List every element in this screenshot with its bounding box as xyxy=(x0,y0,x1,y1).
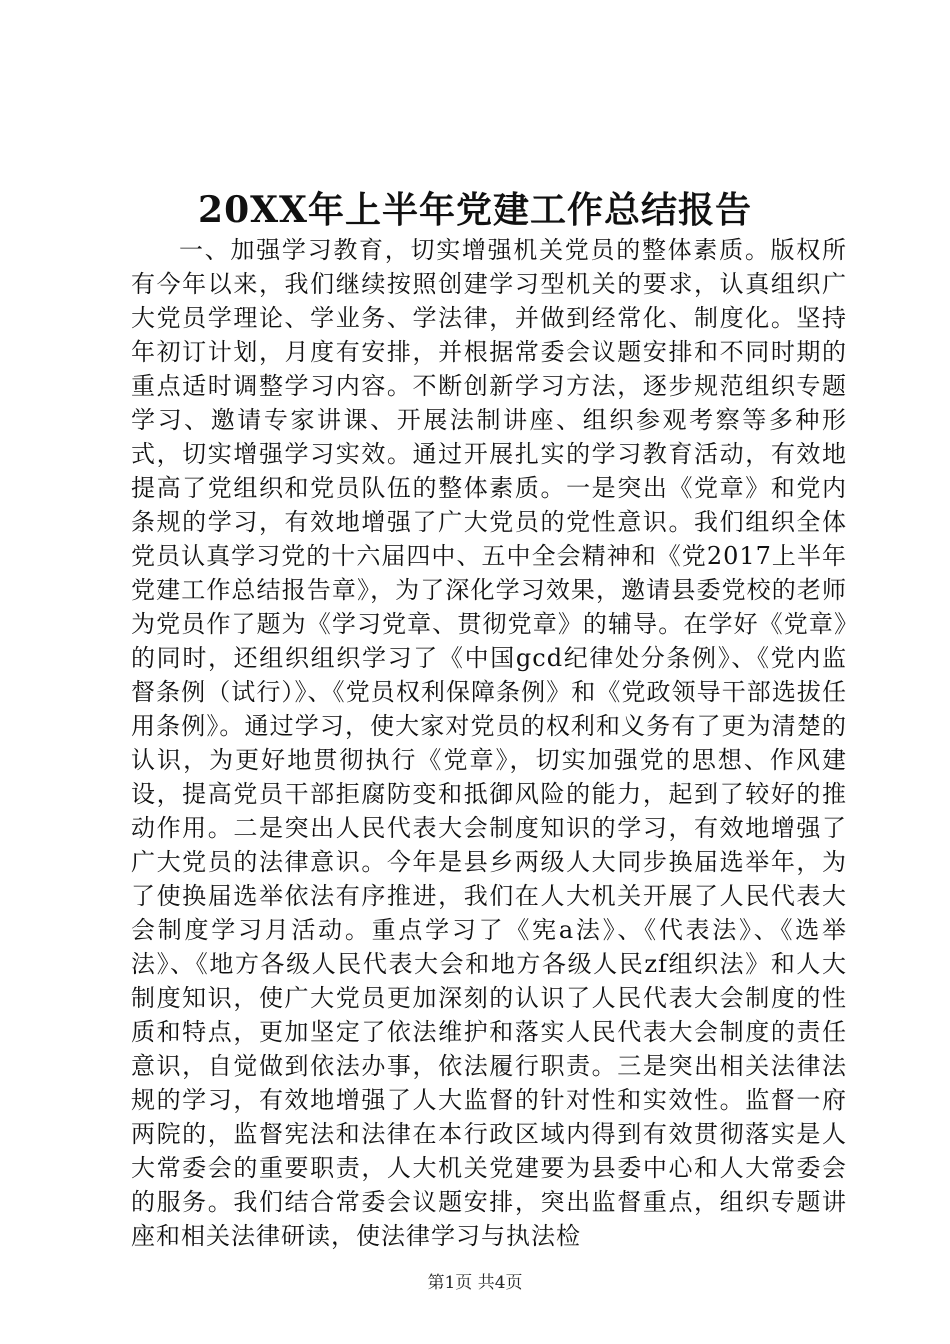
document-title: 20XX年上半年党建工作总结报告 xyxy=(198,189,752,231)
body-paragraph: 一、加强学习教育，切实增强机关党员的整体素质。版权所有今年以来，我们继续按照创建学习型机关的要求，认真组织广大党员学理论、学业务、学法律，并做到经常化、制度化。坚持年初订计划，月度有安排，并根据常委会议题安排和不同时期的重点适时调整学习内容。不断创新学习方法，逐步规范组织专题学习、邀请专家讲课、开展法制讲座、组织参观考察等多种形式，切实增强学习实效。通过开展扎实的学习教育活动，有效地提高了党组织和党员队伍的整体素质。一是突出《党章》和党内条规的学习，有效地增强了广大党员的党性意识。我们组织全体党员认真学习党的十六届四中、五中全会精神和《党2017上半年党建工作总结报告章》，为了深化学习效果，邀请县委党校的老师为党员作了题为《学习党章、贯彻党章》的辅导。在学好《党章》的同时，还组织组织学习了《中国gcd纪律处分条例》、《党内监督条例（试行）》、《党员权利保障条例》和《党政领导干部选拔任用条例》。通过学习，使大家对党员的权利和义务有了更为清楚的认识，为更好地贯彻执行《党章》，切实加强党的思想、作风建设，提高党员干部拒腐防变和抵御风险的能力，起到了较好的推动作用。二是突出人民代表大会制度知识的学习，有效地增强了广大党员的法律意识。今年是县乡两级人大同步换届选举年，为了使换届选举依法有序推进，我们在人大机关开展了人民代表大会制度学习月活动。重点学习了《宪a法》、《代表法》、《选举法》、《地方各级人民代表大会和地方各级人民zf组织法》和人大制度知识，使广大党员更加深刻的认识了人民代表大会制度的性质和特点，更加坚定了依法维护和落实人民代表大会制度的责任意识，自觉做到依法办事，依法履行职责。三是突出相关法律法规的学习，有效地增强了人大监督的针对性和实效性。监督一府两院的，监督宪法和法律在本行政区域内得到有效贯彻落实是人大常委会的重要职责，人大机关党建要为县委中心和人大常委会的服务。我们结合常委会议题安排，突出监督重点，组织专题讲座和相关法律研读，使法律学习与执法检 xyxy=(131,236,847,1250)
page-footer: 第1页 共4页 xyxy=(427,1273,523,1293)
